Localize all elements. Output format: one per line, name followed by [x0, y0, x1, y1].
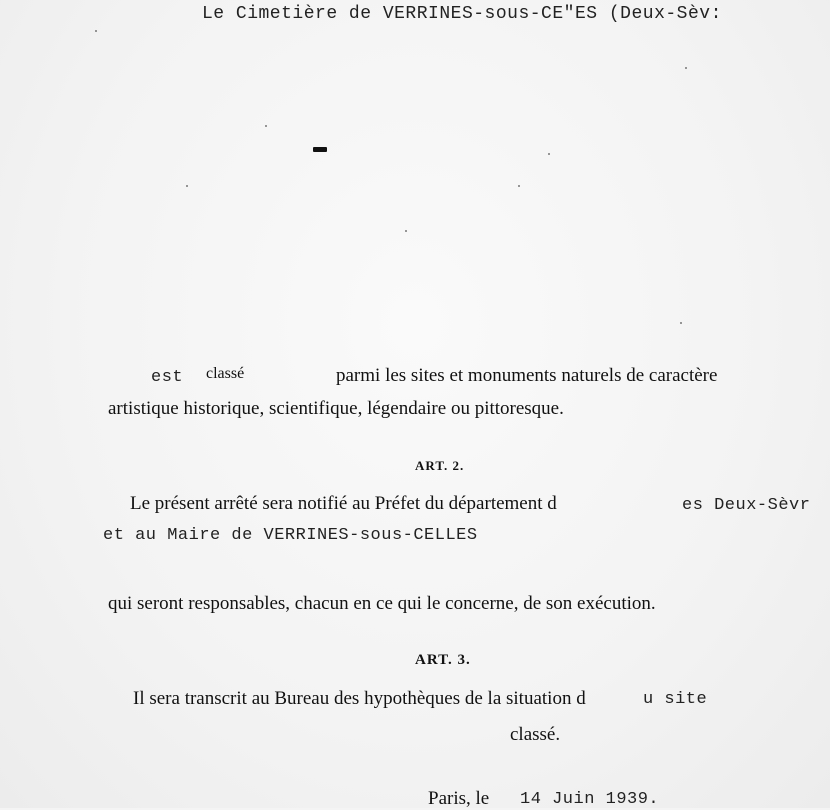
speck [548, 153, 550, 155]
word-classe: classé [206, 365, 245, 382]
speck [95, 30, 97, 32]
article1-line2: artistique historique, scientifique, légendaire ou pittoresque. [108, 398, 564, 419]
speck [685, 67, 687, 69]
ink-mark [313, 147, 327, 152]
typed-word-est: est [151, 368, 184, 387]
speck [186, 185, 188, 187]
article2-line2-typed: et au Maire de VERRINES-sous-CELLES [103, 526, 478, 545]
article1-line1: parmi les sites et monuments naturels de caractère [336, 365, 718, 386]
article3-line1-printed: Il sera transcrit au Bureau des hypothèques de la situation d [133, 688, 586, 709]
signature-place: Paris, le [428, 788, 490, 809]
article2-line1-typed: es Deux-Sèvr [682, 496, 811, 515]
speck [518, 185, 520, 187]
signature-date: 14 Juin 1939. [520, 790, 660, 809]
article2-heading: ART. 2. [415, 458, 465, 473]
speck [265, 125, 267, 127]
typed-header-site-name: Le Cimetière de VERRINES-sous-CE"ES (Deux-Sèv: [202, 4, 722, 24]
article3-line1-typed: u site [643, 690, 708, 709]
article2-line1-printed: Le présent arrêté sera notifié au Préfet du département d [130, 493, 557, 514]
article3-heading: ART. 3. [415, 652, 471, 668]
article3-line2: classé. [510, 724, 561, 745]
article2-line3: qui seront responsables, chacun en ce qui le concerne, de son exécution. [108, 593, 656, 614]
speck [405, 230, 407, 232]
speck [680, 322, 682, 324]
